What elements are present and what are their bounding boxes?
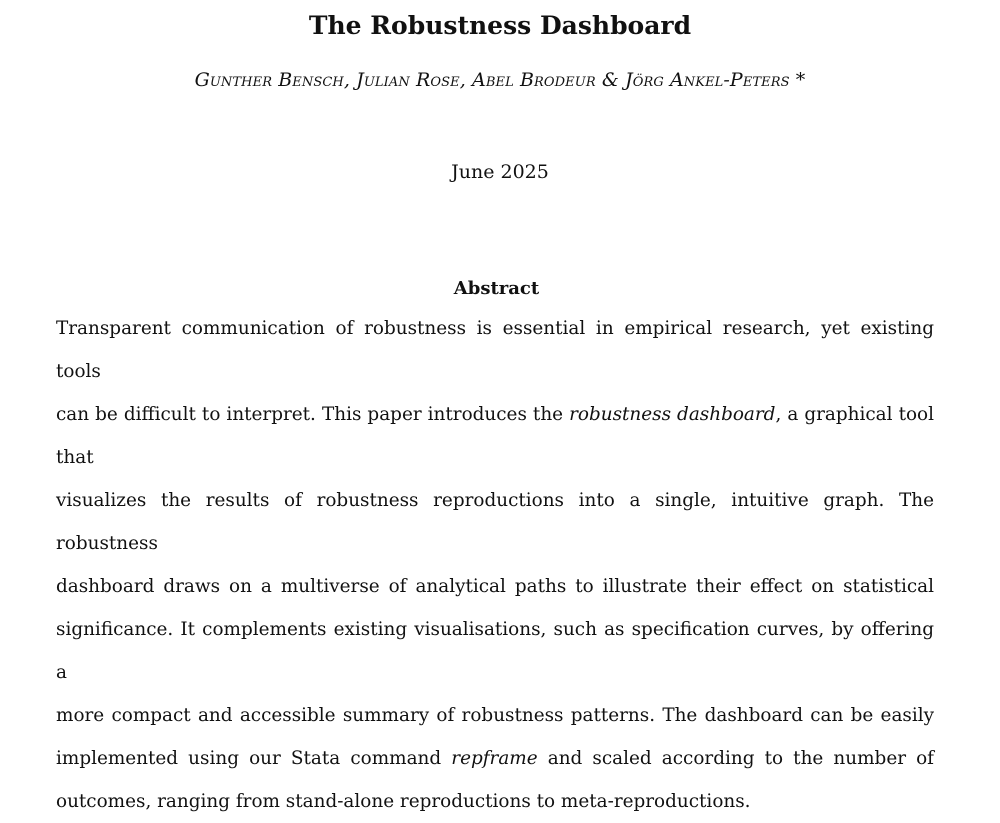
repframe-command: repframe bbox=[451, 748, 538, 769]
abstract-line: Transparent communication of robustness is essential in empirical research, yet existing tools bbox=[56, 318, 934, 382]
robustness-dashboard-term: robustness dashboard bbox=[569, 404, 776, 425]
abstract-body bbox=[56, 307, 934, 823]
abstract-heading: Abstract bbox=[453, 278, 540, 299]
author-list: Gunther Bensch, Julian Rose, Abel Brodeur & Jörg Ankel-Peters * bbox=[194, 69, 806, 91]
abstract-line: can be difficult to interpret. This paper introduces the robustness dashboard, a graphical tool that bbox=[56, 404, 934, 468]
abstract-line: outcomes, ranging from stand-alone reproductions to meta-reproductions. bbox=[56, 791, 751, 812]
abstract-line: significance. It complements existing visualisations, such as specification curves, by offering a bbox=[56, 619, 934, 683]
abstract-line: implemented using our Stata command repframe and scaled according to the number of bbox=[56, 748, 934, 769]
publication-date: June 2025 bbox=[451, 161, 549, 183]
paper-title: The Robustness Dashboard bbox=[308, 11, 692, 40]
abstract-line: dashboard draws on a multiverse of analytical paths to illustrate their effect on statistical bbox=[56, 576, 934, 597]
abstract-line: more compact and accessible summary of robustness patterns. The dashboard can be easily bbox=[56, 705, 934, 726]
abstract-line: visualizes the results of robustness reproductions into a single, intuitive graph. The robustness bbox=[56, 490, 934, 554]
